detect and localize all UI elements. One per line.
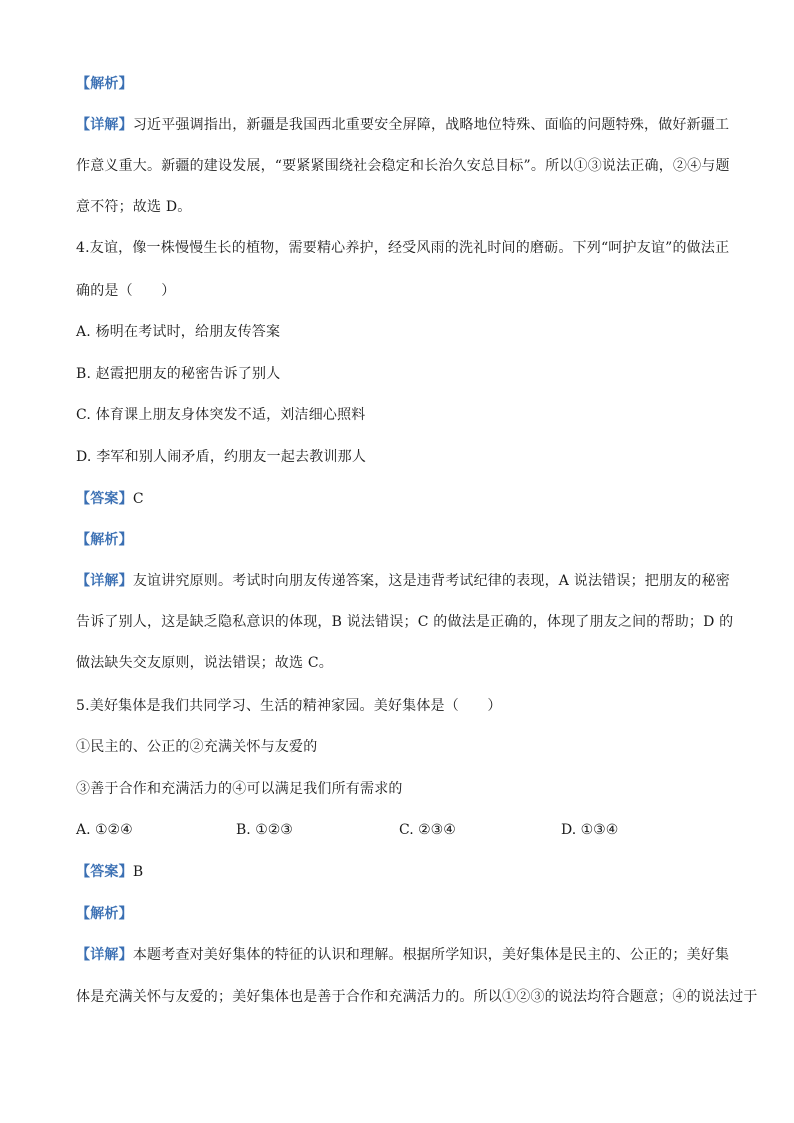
question-5-analysis-heading: 【解析】: [76, 906, 133, 922]
question-4-option-d: D. 李军和别人闹矛盾，约朋友一起去教训那人: [76, 449, 367, 465]
question-5-items: ①民主的、公正的②充满关怀与友爱的: [76, 739, 318, 755]
question-4-stem: 4.友谊，像一株慢慢生长的植物，需要精心养护，经受风雨的洗礼时间的磨砺。下列“呵护友谊”的做法正: [76, 240, 730, 256]
question-5-option-c: C. ②③④: [399, 822, 456, 838]
question-5-detail-line: 体是充满关怀与友爱的；美好集体也是善于合作和充满活力的。所以①②③的说法均符合题意；④的说法过于: [76, 989, 758, 1005]
question-4-stem: 确的是（ ）: [76, 283, 176, 299]
detail-line: 意不符；故选 D。: [76, 199, 192, 215]
question-4-analysis-heading: 【解析】: [76, 532, 133, 548]
question-5-option-a: A. ①②④: [76, 822, 133, 838]
detail-line: 作意义重大。新疆的建设发展，“要紧紧围绕社会稳定和长治久安总目标”。所以①③说法正确，②④与题: [76, 158, 730, 174]
question-5-items: ③善于合作和充满活力的④可以满足我们所有需求的: [76, 781, 403, 797]
question-4-detail-line: 【详解】友谊讲究原则。考试时向朋友传递答案，这是违背考试纪律的表现，A 说法错误；把朋友的秘密: [76, 573, 730, 589]
question-5-stem: 5.美好集体是我们共同学习、生活的精神家园。美好集体是（ ）: [76, 698, 502, 714]
analysis-heading: 【解析】: [76, 76, 133, 92]
question-5-option-d: D. ①③④: [561, 822, 619, 838]
question-4-detail-line: 告诉了别人，这是缺乏隐私意识的体现，B 说法错误；C 的做法是正确的，体现了朋友之间的帮助；D 的: [76, 614, 734, 630]
question-5-option-b: B. ①②③: [236, 822, 293, 838]
question-5-options: [76, 820, 726, 840]
question-4-option-a: A. 杨明在考试时，给朋友传答案: [76, 324, 281, 340]
question-5-answer: 【答案】B: [76, 864, 144, 880]
question-4-option-c: C. 体育课上朋友身体突发不适，刘洁细心照料: [76, 407, 366, 423]
question-5-detail-line: 【详解】本题考查对美好集体的特征的认识和理解。根据所学知识，美好集体是民主的、公正的；美好集: [76, 947, 730, 963]
question-4-detail-line: 做法缺失交友原则，说法错误；故选 C。: [76, 655, 333, 671]
question-4-answer: 【答案】C: [76, 491, 144, 507]
question-4-option-b: B. 赵霞把朋友的秘密告诉了别人: [76, 366, 281, 382]
detail-line: 【详解】习近平强调指出，新疆是我国西北重要安全屏障，战略地位特殊、面临的问题特殊，做好新疆工: [76, 117, 730, 133]
